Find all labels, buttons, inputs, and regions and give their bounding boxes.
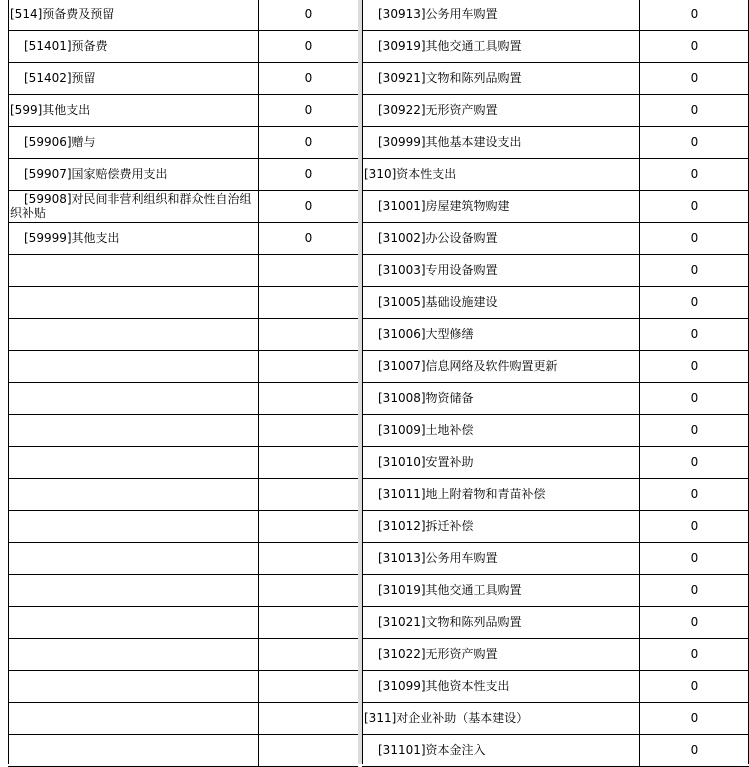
right-table-row — [362, 95, 749, 127]
left-table-row — [8, 511, 358, 543]
left-table-row — [8, 703, 358, 735]
right-value-cell[interactable] — [640, 511, 749, 542]
left-name-cell[interactable] — [8, 255, 259, 286]
right-value-cell[interactable] — [640, 223, 749, 254]
left-table-row — [8, 223, 358, 255]
left-name-cell[interactable] — [8, 575, 259, 606]
left-item-name: [59907]国家赔偿费用支出 — [24, 167, 168, 181]
left-value-cell[interactable] — [259, 735, 358, 766]
right-item-name: [30913]公务用车购置 — [378, 7, 498, 21]
left-name-cell[interactable] — [8, 735, 259, 766]
right-name-cell[interactable] — [362, 735, 640, 766]
right-name-cell[interactable] — [362, 575, 640, 606]
right-item-name: [31009]土地补偿 — [378, 423, 474, 437]
left-value-cell[interactable] — [259, 383, 358, 414]
right-table-row — [362, 639, 749, 671]
right-value-cell[interactable] — [640, 639, 749, 670]
left-item-value: 0 — [304, 7, 313, 21]
right-name-cell[interactable] — [362, 159, 640, 190]
left-value-cell[interactable] — [259, 415, 358, 446]
right-table-row — [362, 63, 749, 95]
left-value-cell[interactable] — [259, 639, 358, 670]
right-item-value: 0 — [690, 39, 699, 53]
left-value-cell[interactable] — [259, 223, 358, 254]
right-table-row — [362, 735, 749, 767]
left-item-value: 0 — [304, 135, 313, 149]
left-item-name: [51402]预留 — [24, 71, 96, 85]
right-item-value: 0 — [690, 519, 699, 533]
left-name-cell[interactable] — [8, 319, 259, 350]
left-name-cell[interactable] — [8, 127, 259, 158]
left-table-row — [8, 127, 358, 159]
right-name-cell[interactable] — [362, 223, 640, 254]
right-item-name: [311]对企业补助（基本建设） — [364, 711, 529, 725]
right-item-value: 0 — [690, 327, 699, 341]
left-table-row — [8, 447, 358, 479]
right-table-row — [362, 191, 749, 223]
left-value-cell[interactable] — [259, 543, 358, 574]
right-item-name: [31013]公务用车购置 — [378, 551, 498, 565]
right-name-cell[interactable] — [362, 191, 640, 222]
left-value-cell[interactable] — [259, 127, 358, 158]
right-item-name: [31012]拆迁补偿 — [378, 519, 474, 533]
right-table-row — [362, 479, 749, 511]
left-item-value: 0 — [304, 71, 313, 85]
left-item-name: [59908]对民间非营利组织和群众性自治组织补贴 — [10, 192, 252, 220]
right-value-cell[interactable] — [640, 191, 749, 222]
right-table-row — [362, 607, 749, 639]
right-table-row — [362, 159, 749, 191]
right-name-cell[interactable] — [362, 607, 640, 638]
right-name-cell[interactable] — [362, 319, 640, 350]
right-item-value: 0 — [690, 743, 699, 757]
left-table-row — [8, 735, 358, 767]
right-item-name: [31007]信息网络及软件购置更新 — [378, 359, 558, 373]
left-value-cell[interactable] — [259, 607, 358, 638]
left-table-row — [8, 383, 358, 415]
left-value-cell[interactable] — [259, 191, 358, 222]
left-item-value: 0 — [304, 167, 313, 181]
right-name-cell[interactable] — [362, 255, 640, 286]
left-name-cell[interactable] — [8, 543, 259, 574]
right-table-row — [362, 287, 749, 319]
left-table-row — [8, 415, 358, 447]
left-name-cell[interactable] — [8, 479, 259, 510]
right-item-name: [30922]无形资产购置 — [378, 103, 498, 117]
right-item-value: 0 — [690, 615, 699, 629]
left-value-cell[interactable] — [259, 159, 358, 190]
right-value-cell[interactable] — [640, 127, 749, 158]
right-table-row — [362, 383, 749, 415]
left-table-row — [8, 543, 358, 575]
right-item-value: 0 — [690, 647, 699, 661]
left-item-value: 0 — [304, 199, 313, 213]
left-value-cell[interactable] — [259, 31, 358, 62]
right-value-cell[interactable] — [640, 383, 749, 414]
right-name-cell[interactable] — [362, 31, 640, 62]
right-value-cell[interactable] — [640, 703, 749, 734]
right-name-cell[interactable] — [362, 447, 640, 478]
right-value-cell[interactable] — [640, 575, 749, 606]
left-name-cell[interactable] — [8, 511, 259, 542]
right-item-name: [30921]文物和陈列品购置 — [378, 71, 522, 85]
right-value-cell[interactable] — [640, 447, 749, 478]
right-value-cell[interactable] — [640, 255, 749, 286]
left-value-cell[interactable] — [259, 255, 358, 286]
right-table-row — [362, 255, 749, 287]
right-name-cell[interactable] — [362, 63, 640, 94]
right-table-row — [362, 127, 749, 159]
right-item-name: [31006]大型修缮 — [378, 327, 474, 341]
left-name-cell[interactable] — [8, 31, 259, 62]
right-name-cell[interactable] — [362, 95, 640, 126]
left-value-cell[interactable] — [259, 63, 358, 94]
right-item-value: 0 — [690, 295, 699, 309]
right-item-name: [31022]无形资产购置 — [378, 647, 498, 661]
right-table-row — [362, 671, 749, 703]
left-table-row — [8, 607, 358, 639]
right-name-cell[interactable] — [362, 127, 640, 158]
left-value-cell[interactable] — [259, 479, 358, 510]
left-table-row — [8, 159, 358, 191]
right-name-cell[interactable] — [362, 543, 640, 574]
right-table-row — [362, 543, 749, 575]
left-table-row — [8, 95, 358, 127]
right-item-value: 0 — [690, 231, 699, 245]
right-item-value: 0 — [690, 455, 699, 469]
right-value-cell[interactable] — [640, 479, 749, 510]
right-name-cell[interactable] — [362, 479, 640, 510]
left-name-cell[interactable] — [8, 607, 259, 638]
right-item-value: 0 — [690, 711, 699, 725]
left-value-cell[interactable] — [259, 575, 358, 606]
left-value-cell[interactable] — [259, 351, 358, 382]
right-value-cell[interactable] — [640, 351, 749, 382]
left-value-cell[interactable] — [259, 703, 358, 734]
left-value-cell[interactable] — [259, 287, 358, 318]
left-item-name: [514]预备费及预留 — [10, 7, 115, 21]
right-item-value: 0 — [690, 583, 699, 597]
left-value-cell[interactable] — [259, 319, 358, 350]
left-table-row — [8, 575, 358, 607]
right-item-value: 0 — [690, 391, 699, 405]
left-item-name: [59906]赠与 — [24, 135, 96, 149]
left-table-row — [8, 287, 358, 319]
right-table-row — [362, 319, 749, 351]
right-value-cell[interactable] — [640, 415, 749, 446]
right-item-name: [31005]基础设施建设 — [378, 295, 498, 309]
right-item-value: 0 — [690, 487, 699, 501]
left-table-row — [8, 191, 358, 223]
right-item-value: 0 — [690, 263, 699, 277]
right-item-value: 0 — [690, 103, 699, 117]
left-name-cell[interactable] — [8, 287, 259, 318]
left-item-name: [59999]其他支出 — [24, 231, 120, 245]
right-item-name: [30999]其他基本建设支出 — [378, 135, 522, 149]
right-table-row — [362, 415, 749, 447]
left-table-row — [8, 319, 358, 351]
left-name-cell[interactable] — [8, 95, 259, 126]
left-name-cell[interactable] — [8, 63, 259, 94]
left-item-name: [599]其他支出 — [10, 103, 91, 117]
left-name-cell[interactable] — [8, 383, 259, 414]
left-item-value: 0 — [304, 103, 313, 117]
left-name-cell[interactable] — [8, 223, 259, 254]
right-value-cell[interactable] — [640, 319, 749, 350]
left-table-row — [8, 255, 358, 287]
right-value-cell[interactable] — [640, 735, 749, 766]
right-value-cell[interactable] — [640, 607, 749, 638]
right-item-value: 0 — [690, 135, 699, 149]
left-value-cell[interactable] — [259, 95, 358, 126]
right-item-name: [31002]办公设备购置 — [378, 231, 498, 245]
right-item-name: [31021]文物和陈列品购置 — [378, 615, 522, 629]
left-table-row — [8, 351, 358, 383]
right-item-value: 0 — [690, 167, 699, 181]
right-item-name: [31001]房屋建筑物购建 — [378, 199, 510, 213]
right-table-row — [362, 511, 749, 543]
left-item-value: 0 — [304, 231, 313, 245]
right-name-cell[interactable] — [362, 287, 640, 318]
left-name-cell[interactable] — [8, 639, 259, 670]
right-value-cell[interactable] — [640, 0, 749, 30]
left-table-row — [8, 671, 358, 703]
right-table-row — [362, 575, 749, 607]
right-table-row — [362, 351, 749, 383]
right-name-cell[interactable] — [362, 511, 640, 542]
left-name-cell[interactable] — [8, 447, 259, 478]
right-table-row — [362, 447, 749, 479]
left-name-cell[interactable] — [8, 415, 259, 446]
right-name-cell[interactable] — [362, 0, 640, 30]
left-value-cell[interactable] — [259, 0, 358, 30]
right-item-name: [31011]地上附着物和青苗补偿 — [378, 487, 546, 501]
right-value-cell[interactable] — [640, 31, 749, 62]
right-name-cell[interactable] — [362, 415, 640, 446]
right-item-name: [31003]专用设备购置 — [378, 263, 498, 277]
right-item-name: [31008]物资储备 — [378, 391, 474, 405]
right-item-name: [31099]其他资本性支出 — [378, 679, 510, 693]
right-value-cell[interactable] — [640, 63, 749, 94]
left-name-cell[interactable] — [8, 671, 259, 702]
right-item-value: 0 — [690, 679, 699, 693]
right-name-cell[interactable] — [362, 639, 640, 670]
right-item-value: 0 — [690, 7, 699, 21]
left-table-row — [8, 479, 358, 511]
right-item-value: 0 — [690, 359, 699, 373]
left-table-row — [8, 63, 358, 95]
right-item-value: 0 — [690, 423, 699, 437]
right-value-cell[interactable] — [640, 287, 749, 318]
right-item-name: [310]资本性支出 — [364, 167, 457, 181]
left-value-cell[interactable] — [259, 671, 358, 702]
left-item-name: [51401]预备费 — [24, 39, 108, 53]
right-value-cell[interactable] — [640, 159, 749, 190]
left-name-cell[interactable] — [8, 0, 259, 30]
right-name-cell[interactable] — [362, 383, 640, 414]
left-name-cell[interactable] — [8, 703, 259, 734]
left-table-row — [8, 639, 358, 671]
right-item-name: [31019]其他交通工具购置 — [378, 583, 522, 597]
left-value-cell[interactable] — [259, 511, 358, 542]
right-table-row — [362, 703, 749, 735]
right-table-row — [362, 31, 749, 63]
left-item-value: 0 — [304, 39, 313, 53]
left-name-cell[interactable] — [8, 191, 259, 222]
right-name-cell[interactable] — [362, 671, 640, 702]
right-item-name: [31101]资本金注入 — [378, 743, 486, 757]
right-item-value: 0 — [690, 551, 699, 565]
right-item-value: 0 — [690, 199, 699, 213]
left-table-row — [8, 0, 358, 31]
left-table-row — [8, 31, 358, 63]
right-value-cell[interactable] — [640, 671, 749, 702]
right-item-value: 0 — [690, 71, 699, 85]
left-name-cell[interactable] — [8, 351, 259, 382]
right-name-cell[interactable] — [362, 351, 640, 382]
right-value-cell[interactable] — [640, 543, 749, 574]
left-value-cell[interactable] — [259, 447, 358, 478]
left-name-cell[interactable] — [8, 159, 259, 190]
right-name-cell[interactable] — [362, 703, 640, 734]
right-item-name: [30919]其他交通工具购置 — [378, 39, 522, 53]
right-value-cell[interactable] — [640, 95, 749, 126]
right-item-name: [31010]安置补助 — [378, 455, 474, 469]
right-table-row — [362, 0, 749, 31]
right-table-row — [362, 223, 749, 255]
